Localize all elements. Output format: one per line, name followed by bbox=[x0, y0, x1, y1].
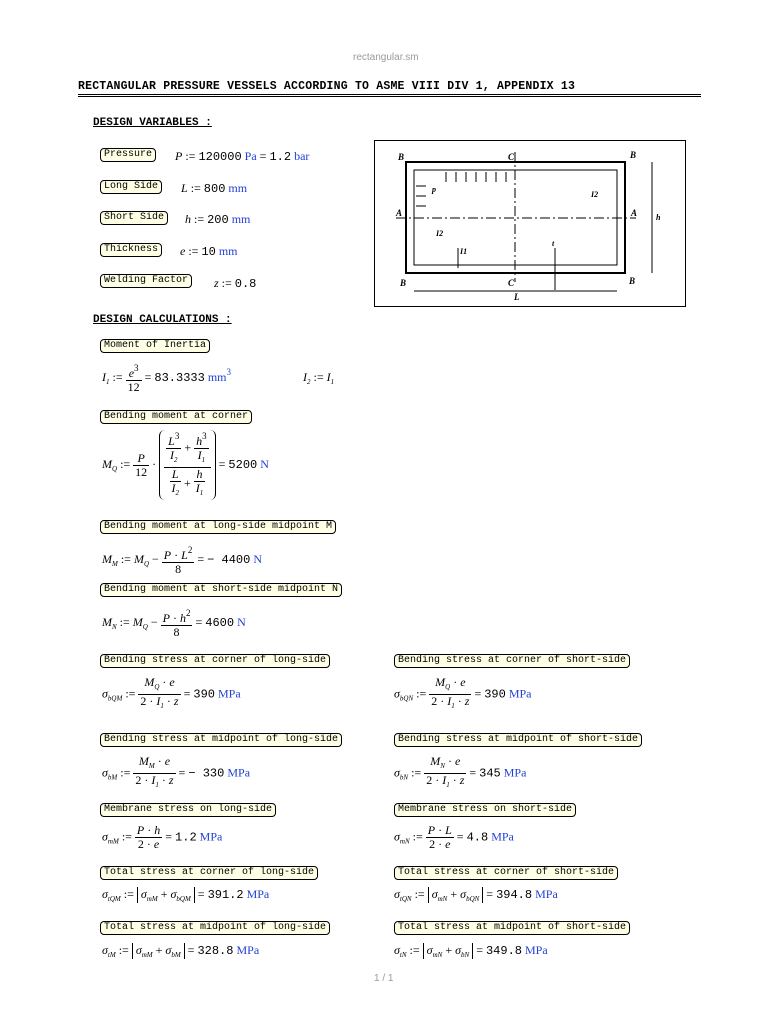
welding-factor-equation: z := 0.8 bbox=[214, 276, 257, 291]
pressure-alt-value: 1.2 bbox=[269, 150, 292, 164]
mm-result: − 4400 bbox=[207, 552, 251, 567]
long-side-unit: mm bbox=[228, 181, 248, 195]
mm-label: Bending moment at long-side midpoint M bbox=[100, 520, 336, 534]
short-side-label: Short Side bbox=[100, 211, 168, 225]
thickness-value: 10 bbox=[201, 245, 216, 259]
sbqm-label: Bending stress at corner of long-side bbox=[100, 654, 330, 668]
thickness-unit: mm bbox=[218, 244, 238, 258]
label-b-top-left: B bbox=[398, 152, 405, 162]
mq-unit: N bbox=[260, 456, 269, 471]
pressure-value: 120000 bbox=[198, 150, 242, 164]
pressure-unit: Pa bbox=[244, 149, 257, 163]
sbqn-unit: MPa bbox=[508, 686, 532, 701]
inertia-label: Moment of Inertia bbox=[100, 339, 210, 353]
mn-label: Bending moment at short-side midpoint N bbox=[100, 583, 342, 597]
sbqn-label: Bending stress at corner of short-side bbox=[394, 654, 630, 668]
mn-result: 4600 bbox=[205, 615, 235, 630]
sbn-unit: MPa bbox=[503, 765, 527, 780]
mq-bracket: $\frac{L^3}{I_2}$ + $\frac{h^3}{I_1}$ $\frac{L}{I_2}$ + $\frac{h}{I_1}$ bbox=[159, 430, 215, 500]
pressure-symbol: P bbox=[175, 149, 183, 163]
sbm-label: Bending stress at midpoint of long-side bbox=[100, 733, 342, 747]
mn-unit: N bbox=[237, 614, 246, 629]
mq-label: Bending moment at corner bbox=[100, 410, 252, 424]
page-title: RECTANGULAR PRESSURE VESSELS ACCORDING TO ASME VIII DIV 1, APPENDIX 13 bbox=[78, 80, 576, 93]
sbn-result: 345 bbox=[479, 766, 501, 781]
label-a-right: A bbox=[631, 208, 638, 218]
thickness-symbol: e bbox=[180, 244, 186, 258]
short-side-symbol: h bbox=[185, 212, 191, 226]
stqm-equation: $\sigma_{tQM}$ := $\sigma_{mM} + \sigma_{bQM} = 391.2$ MPa bbox=[102, 887, 270, 903]
label-i2-left: I2 bbox=[436, 229, 444, 238]
stqn-label: Total stress at corner of short-side bbox=[394, 866, 618, 880]
label-b-bottom-right: B bbox=[629, 276, 636, 286]
file-name: rectangular.sm bbox=[353, 52, 419, 63]
pressure-alt-unit: bar bbox=[294, 149, 310, 163]
smm-label: Membrane stress on long-side bbox=[100, 803, 276, 817]
long-side-equation: L := 800 mm bbox=[181, 181, 248, 196]
short-side-equation: h := 200 mm bbox=[185, 212, 251, 227]
label-c-top: C bbox=[508, 152, 515, 162]
welding-factor-label: Welding Factor bbox=[100, 274, 192, 288]
stn-equation: $\sigma_{tN}$ := $\sigma_{mN} + \sigma_{bN} = 349.8$ MPa bbox=[394, 943, 548, 959]
stn-result: 349.8 bbox=[485, 944, 522, 958]
stqm-label: Total stress at corner of long-side bbox=[100, 866, 318, 880]
sbqn-equation: $\sigma_{bQN}$ := $\frac{M_Q \cdot e}{2 \cdot I_1 \cdot z}$ = 390 MPa bbox=[394, 676, 532, 713]
inertia-unit: mm bbox=[207, 369, 227, 384]
sbqn-result: 390 bbox=[484, 687, 506, 702]
thickness-equation: e := 10 mm bbox=[180, 244, 238, 259]
label-i2-right: I2 bbox=[591, 190, 599, 199]
design-calculations-heading: DESIGN CALCULATIONS : bbox=[93, 314, 232, 326]
stm-unit: MPa bbox=[236, 943, 260, 957]
inertia-i2-equation: $I_2$ := $I_1$ bbox=[303, 370, 335, 386]
smn-label: Membrane stress on short-side bbox=[394, 803, 576, 817]
stm-equation: $\sigma_{tM}$ := $\sigma_{mM} + \sigma_{bM} = 328.8$ MPa bbox=[102, 943, 260, 959]
mq-equation: $M_Q$ := $\frac{P}{12}$ · $\frac{L^3}{I_2}$ + $\frac{h^3}{I_1}$ $\frac{L}{I_2}$ + $\frac{h}{I_1}$ = 5200 N bbox=[102, 430, 269, 500]
smm-equation: $\sigma_{mM}$ := $\frac{P \cdot h}{2 \cdot e}$ = 1.2 MPa bbox=[102, 823, 223, 851]
sbm-equation: $\sigma_{bM}$ := $\frac{M_M \cdot e}{2 \cdot I_1 \cdot z}$ = − 330 MPa bbox=[102, 755, 250, 792]
long-side-value: 800 bbox=[203, 182, 226, 196]
sbn-equation: $\sigma_{bN}$ := $\frac{M_N \cdot e}{2 \cdot I_1 \cdot z}$ = 345 MPa bbox=[394, 755, 526, 792]
label-c-bottom: C bbox=[508, 278, 515, 288]
sbqm-result: 390 bbox=[193, 687, 215, 702]
label-b-bottom-left: B bbox=[400, 278, 407, 288]
welding-factor-value: 0.8 bbox=[234, 277, 257, 291]
mm-unit: N bbox=[253, 551, 262, 566]
label-a-left: A bbox=[396, 208, 403, 218]
sbm-unit: MPa bbox=[227, 765, 251, 780]
pressure-arrows bbox=[416, 172, 506, 206]
mq-result: 5200 bbox=[228, 457, 258, 472]
stqn-result: 394.8 bbox=[496, 888, 533, 902]
stn-label: Total stress at midpoint of short-side bbox=[394, 921, 630, 935]
label-t: t bbox=[552, 239, 555, 248]
smn-equation: $\sigma_{mN}$ := $\frac{P \cdot L}{2 \cdot e}$ = 4.8 MPa bbox=[394, 823, 514, 851]
smm-result: 1.2 bbox=[175, 830, 197, 845]
short-side-value: 200 bbox=[207, 213, 229, 227]
page-indicator: 1 / 1 bbox=[374, 973, 394, 984]
short-side-unit: mm bbox=[231, 212, 251, 226]
label-p: p bbox=[432, 185, 436, 194]
smn-result: 4.8 bbox=[466, 830, 489, 845]
label-b-top-right: B bbox=[630, 150, 637, 160]
label-h: h bbox=[656, 213, 661, 222]
stqn-unit: MPa bbox=[535, 887, 558, 901]
title-rule-bottom bbox=[78, 96, 701, 97]
inertia-unit-exp: 3 bbox=[226, 366, 231, 377]
label-i1: I1 bbox=[460, 247, 468, 256]
mm-equation: $M_M$ := $M_Q$ − $\frac{P \cdot L^2}{8}$ = − 4400 N bbox=[102, 545, 262, 576]
design-variables-heading: DESIGN VARIABLES : bbox=[93, 117, 212, 129]
diagram-frame bbox=[375, 141, 686, 307]
stm-result: 328.8 bbox=[197, 944, 234, 958]
smn-unit: MPa bbox=[491, 829, 514, 844]
smm-unit: MPa bbox=[199, 829, 223, 844]
stm-label: Total stress at midpoint of long-side bbox=[100, 921, 330, 935]
pressure-equation: P := 120000 Pa = 1.2 bar bbox=[175, 149, 310, 164]
title-rule-top bbox=[78, 94, 701, 95]
stn-unit: MPa bbox=[524, 943, 548, 957]
stqm-result: 391.2 bbox=[207, 888, 244, 902]
mn-equation: $M_N$ := $M_Q$ − $\frac{P \cdot h^2}{8}$ = 4600 N bbox=[102, 608, 246, 639]
long-side-symbol: L bbox=[181, 181, 188, 195]
label-l: L bbox=[514, 292, 520, 302]
sbqm-unit: MPa bbox=[217, 686, 241, 701]
sbqm-equation: $\sigma_{bQM}$ := $\frac{M_Q \cdot e}{2 \cdot I_1 \cdot z}$ = 390 MPa bbox=[102, 676, 241, 713]
inertia-result: 83.3333 bbox=[154, 370, 205, 385]
thickness-label: Thickness bbox=[100, 243, 162, 257]
welding-factor-symbol: z bbox=[214, 276, 219, 290]
long-side-label: Long Side bbox=[100, 180, 162, 194]
vessel-diagram bbox=[374, 140, 686, 307]
inertia-equation: $I_1$ := $\frac{e^3}{12}$ = 83.3333 $mm^3$ bbox=[102, 363, 231, 394]
pressure-label: Pressure bbox=[100, 148, 156, 162]
stqm-unit: MPa bbox=[246, 887, 270, 901]
stqn-equation: $\sigma_{tQN}$ := $\sigma_{mN} + \sigma_{bQN} = 394.8$ MPa bbox=[394, 887, 558, 903]
sbn-label: Bending stress at midpoint of short-side bbox=[394, 733, 642, 747]
sbm-result: − 330 bbox=[188, 766, 225, 781]
